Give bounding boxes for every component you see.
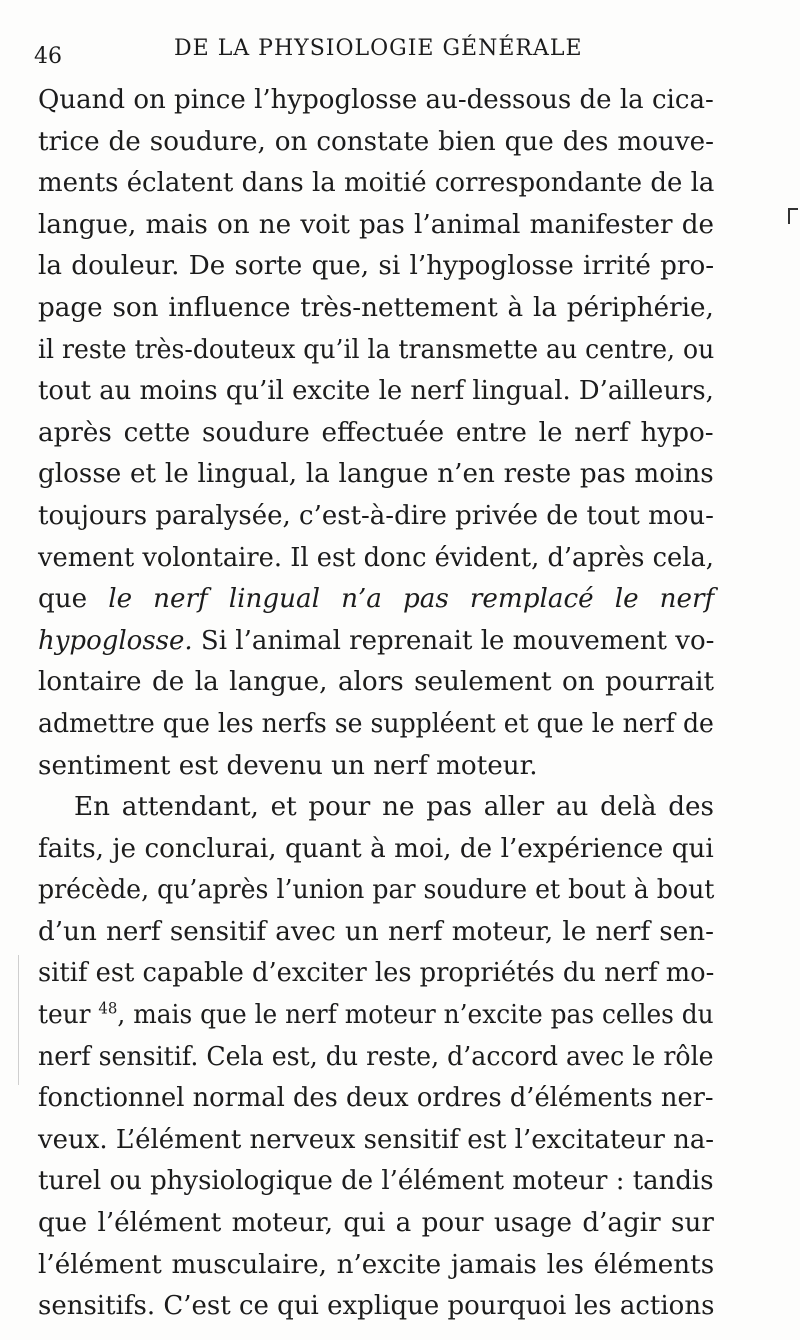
text-line: veux. L’élément nerveux sensitif est l’excitateur na- — [38, 1124, 715, 1155]
text-line: admettre que les nerfs se suppléent et que le nerf de — [38, 708, 714, 739]
text-run: que — [38, 584, 109, 615]
text-line: précède, qu’après l’union par soudure et bout à bout — [38, 875, 715, 906]
text-line: vement volontaire. Il est donc évident, d’après cela, — [38, 542, 714, 573]
text-line: il reste très-douteux qu’il la transmette au centre, ou — [38, 334, 715, 365]
text-line: sitif est capable d’exciter les propriétés du nerf mo- — [38, 958, 715, 989]
text-line: après cette soudure effectuée entre le nerf hypo- — [38, 417, 714, 448]
text-run: teur — [38, 1000, 99, 1031]
text-line: faits, je conclurai, quant à moi, de l’expérience qui — [38, 833, 714, 864]
text-line: d’un nerf sensitif avec un nerf moteur, le nerf sen- — [38, 916, 714, 947]
running-head: DE LA PHYSIOLOGIE GÉNÉRALE — [174, 36, 583, 61]
text-line: turel ou physiologique de l’élément moteur : tandis — [38, 1166, 714, 1197]
text-line: En attendant, et pour ne pas aller au delà des — [74, 792, 714, 823]
text-line: Quand on pince l’hypoglosse au-dessous de la cica- — [38, 85, 714, 115]
italic-text: le nerf lingual n’a pas remplacé le nerf — [108, 584, 715, 615]
margin-rule — [18, 955, 19, 1085]
margin-mark — [788, 208, 798, 224]
text-line: tout au moins qu’il excite le nerf lingual. D’ailleurs, — [38, 376, 714, 407]
text-line: que l’élément moteur, qui a pour usage d’agir sur — [38, 1208, 714, 1239]
text-line: page son influence très-nettement à la périphérie, — [38, 292, 714, 323]
page-number: 46 — [34, 44, 62, 69]
text-line: toujours paralysée, c’est-à-dire privée de tout mou- — [38, 500, 714, 531]
text-line: glosse et le lingual, la langue n’en reste pas moins — [38, 459, 714, 490]
text-line — [38, 995, 714, 1037]
page-header — [34, 36, 734, 76]
italic-text: hypoglosse. — [38, 625, 193, 656]
text-line: trice de soudure, on constate bien que des mouve- — [38, 126, 714, 157]
text-run: Si l’animal reprenait le mouvement vo- — [192, 625, 715, 656]
body-text — [38, 80, 714, 1328]
text-line: nerf sensitif. Cela est, du reste, d’accord avec le rôle — [38, 1041, 714, 1072]
footnote-ref: 48 — [98, 998, 118, 1018]
text-line: ments éclatent dans la moitié correspondante de la — [38, 168, 715, 199]
text-line: sensitifs. C’est ce qui explique pourquoi les actions — [38, 1291, 715, 1322]
text-run: , mais que le nerf moteur n’excite pas celles du — [117, 1000, 714, 1031]
text-line: fonctionnel normal des deux ordres d’éléments ner- — [38, 1083, 714, 1114]
text-line: la douleur. De sorte que, si l’hypoglosse irrité pro- — [38, 251, 715, 282]
text-line: lontaire de la langue, alors seulement on pourrait — [38, 667, 715, 698]
text-line: sentiment est devenu un nerf moteur. — [38, 750, 538, 781]
text-line — [38, 579, 714, 621]
text-line: l’élément musculaire, n’excite jamais les éléments — [38, 1249, 715, 1280]
text-line — [38, 621, 714, 663]
text-line: langue, mais on ne voit pas l’animal manifester de — [38, 209, 714, 240]
